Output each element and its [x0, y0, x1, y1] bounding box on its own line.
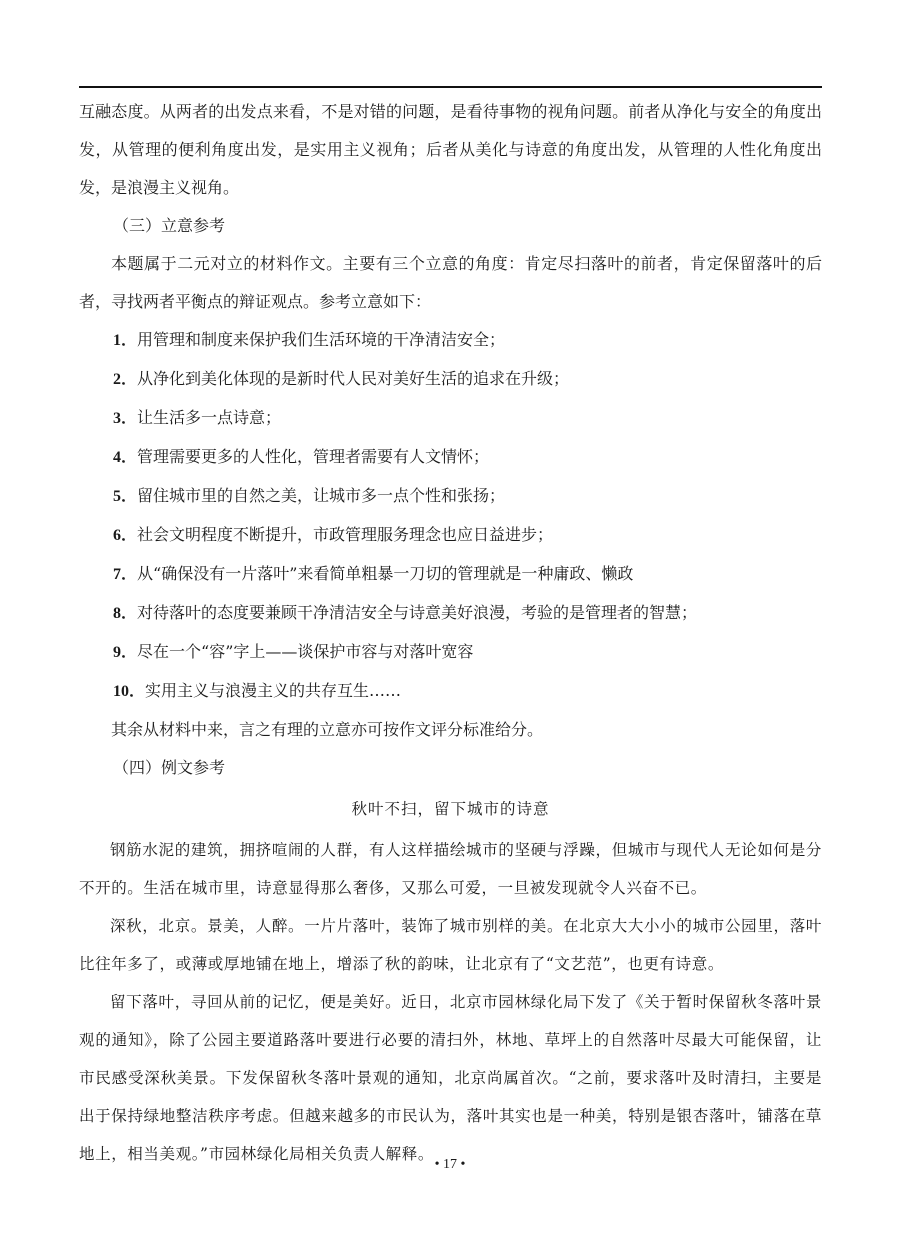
list-item: 9．尽在一个“容”字上——谈保护市容与对落叶宽容 [113, 642, 474, 661]
list-text: 实用主义与浪漫主义的共存互生…… [145, 681, 402, 700]
list-text: 从“确保没有一片落叶”来看简单粗暴一刀切的管理就是一种庸政、懒政 [137, 564, 634, 583]
list-number: 7 [113, 566, 121, 583]
list-number: 10 [113, 683, 129, 700]
idea-list [79, 321, 822, 711]
page-content [79, 93, 822, 1173]
list-number: 2 [113, 371, 121, 388]
paragraph-intro: 本题属于二元对立的材料作文。主要有三个立意的角度：肯定尽扫落叶的前者，肯定保留落叶的后者，寻找两者平衡点的辩证观点。参考立意如下： [79, 254, 822, 311]
list-number: 1 [113, 332, 121, 349]
list-text: 社会文明程度不断提升，市政管理服务理念也应日益进步； [137, 525, 554, 544]
header-rule [79, 86, 822, 88]
list-text: 对待落叶的态度要兼顾干净清洁安全与诗意美好浪漫，考验的是管理者的智慧； [137, 603, 698, 622]
list-item: 4．管理需要更多的人性化，管理者需要有人文情怀； [113, 447, 490, 466]
list-number: 3 [113, 410, 121, 427]
list-number: 8 [113, 605, 121, 622]
list-item: 6．社会文明程度不断提升，市政管理服务理念也应日益进步； [113, 525, 554, 544]
list-item: 3．让生活多一点诗意； [113, 408, 282, 427]
list-text: 留住城市里的自然之美，让城市多一点个性和张扬； [137, 486, 506, 505]
list-item: 10．实用主义与浪漫主义的共存互生…… [113, 681, 402, 700]
page-number: • 17 • [434, 1157, 466, 1172]
list-text: 从净化到美化体现的是新时代人民对美好生活的追求在升级； [137, 369, 570, 388]
section-heading-4: （四）例文参考 [113, 758, 226, 777]
section-heading-3: （三）立意参考 [113, 216, 226, 235]
essay-paragraph: 钢筋水泥的建筑，拥挤喧闹的人群，有人这样描绘城市的坚硬与浮躁，但城市与现代人无论如何是分不开的。生活在城市里，诗意显得那么奢侈，又那么可爱，一旦被发现就令人兴奋不已。 [79, 841, 822, 897]
list-item: 5．留住城市里的自然之美，让城市多一点个性和张扬； [113, 486, 506, 505]
list-text: 管理需要更多的人性化，管理者需要有人文情怀； [137, 447, 490, 466]
list-number: 4 [113, 449, 121, 466]
list-item: 7．从“确保没有一片落叶”来看简单粗暴一刀切的管理就是一种庸政、懒政 [113, 564, 634, 583]
essay-paragraph: 留下落叶，寻回从前的记忆，便是美好。近日，北京市园林绿化局下发了《关于暂时保留秋冬落叶景观的通知》，除了公园主要道路落叶要进行必要的清扫外，林地、草坪上的自然落叶尽最大可能保留，让市民感受深秋美景。下发保留秋冬落叶景观的通知，北京尚属首次。“之前，要求落叶及时清扫，主要是出于保持绿地整洁秩序考虑。但越来越多的市民认为，落叶其实也是一种美，特别是银杏落叶，铺落在草地上，相当美观。”市园林绿化局相关负责人解释。 [79, 993, 822, 1163]
list-number: 5 [113, 488, 121, 505]
list-text: 尽在一个“容”字上——谈保护市容与对落叶宽容 [137, 642, 474, 661]
essay-title: 秋叶不扫，留下城市的诗意 [351, 800, 550, 818]
essay-paragraph: 深秋，北京。景美，人醉。一片片落叶，装饰了城市别样的美。在北京大大小小的城市公园里，落叶比往年多了，或薄或厚地铺在地上，增添了秋的韵味，让北京有了“文艺范”，也更有诗意。 [79, 917, 822, 973]
list-item: 2．从净化到美化体现的是新时代人民对美好生活的追求在升级； [113, 369, 570, 388]
list-item: 8．对待落叶的态度要兼顾干净清洁安全与诗意美好浪漫，考验的是管理者的智慧； [113, 603, 698, 622]
list-text: 用管理和制度来保护我们生活环境的干净清洁安全； [137, 330, 506, 349]
list-number: 9 [113, 644, 121, 661]
paragraph-closing: 其余从材料中来，言之有理的立意亦可按作文评分标准给分。 [111, 720, 544, 739]
list-number: 6 [113, 527, 121, 544]
list-text: 让生活多一点诗意； [137, 408, 282, 427]
list-item: 1．用管理和制度来保护我们生活环境的干净清洁安全； [113, 330, 506, 349]
paragraph-continued: 互融态度。从两者的出发点来看，不是对错的问题，是看待事物的视角问题。前者从净化与安全的角度出发，从管理的便利角度出发，是实用主义视角；后者从美化与诗意的角度出发，从管理的人性化角度出发，是浪漫主义视角。 [79, 102, 822, 197]
